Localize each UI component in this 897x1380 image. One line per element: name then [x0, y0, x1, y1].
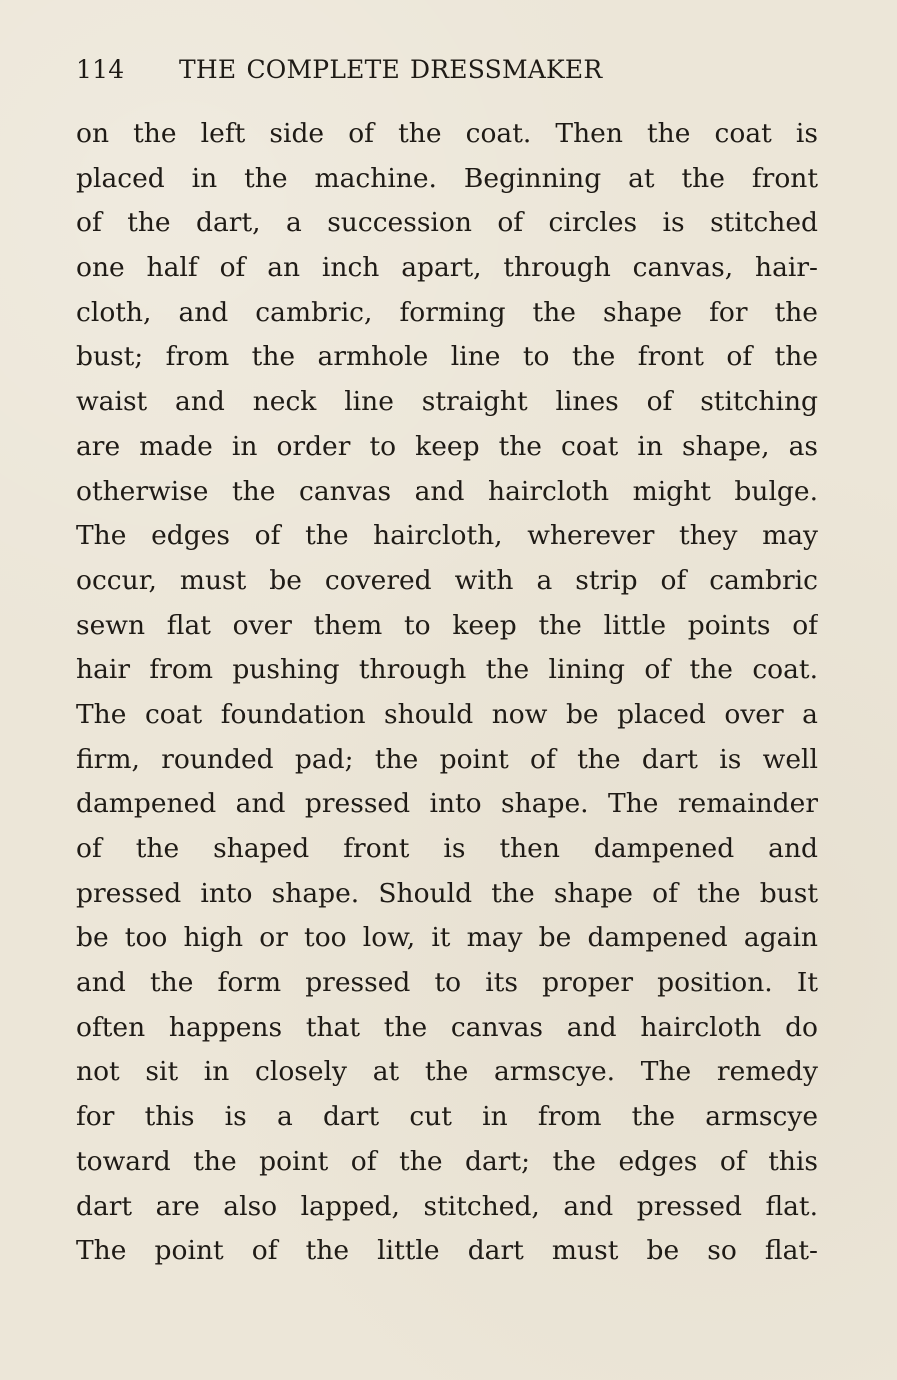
body-text [76, 112, 818, 1274]
text-line: of the dart, a succession of circles is stitched [76, 207, 818, 239]
text-line: for this is a dart cut in from the armscye [76, 1101, 818, 1133]
text-line: dampened and pressed into shape. The remainder [76, 788, 818, 820]
text-line: dart are also lapped, stitched, and pressed flat. [76, 1190, 818, 1222]
text-line: placed in the machine. Beginning at the front [76, 162, 818, 194]
text-line: waist and neck line straight lines of stitching [76, 386, 818, 418]
running-title: THE COMPLETE DRESSMAKER [179, 55, 603, 84]
text-line: toward the point of the dart; the edges of this [76, 1145, 818, 1177]
text-line: and the form pressed to its proper position. It [76, 967, 818, 999]
text-line: be too high or too low, it may be dampened again [76, 922, 818, 954]
text-line: cloth, and cambric, forming the shape for the [76, 296, 818, 328]
text-line: The edges of the haircloth, wherever they may [76, 520, 818, 552]
page-header [76, 50, 816, 90]
page-number: 114 [76, 55, 125, 84]
text-line: not sit in closely at the armscye. The remedy [76, 1056, 818, 1088]
text-line: pressed into shape. Should the shape of the bust [76, 877, 818, 909]
text-line: hair from pushing through the lining of the coat. [76, 654, 818, 686]
text-line: firm, rounded pad; the point of the dart is well [76, 743, 818, 775]
text-line: sewn flat over them to keep the little points of [76, 609, 818, 641]
text-line: The point of the little dart must be so flat- [76, 1235, 818, 1267]
text-line: one half of an inch apart, through canvas, hair- [76, 252, 818, 284]
text-line: otherwise the canvas and haircloth might bulge. [76, 475, 818, 507]
text-line: of the shaped front is then dampened and [76, 833, 818, 864]
text-line: are made in order to keep the coat in shape, as [76, 430, 818, 462]
text-line: occur, must be covered with a strip of cambric [76, 564, 818, 596]
text-line: bust; from the armhole line to the front of the [76, 341, 818, 373]
text-line: The coat foundation should now be placed over a [76, 698, 818, 730]
text-line: on the left side of the coat. Then the coat is [76, 118, 818, 149]
text-line: often happens that the canvas and haircloth do [76, 1011, 818, 1043]
